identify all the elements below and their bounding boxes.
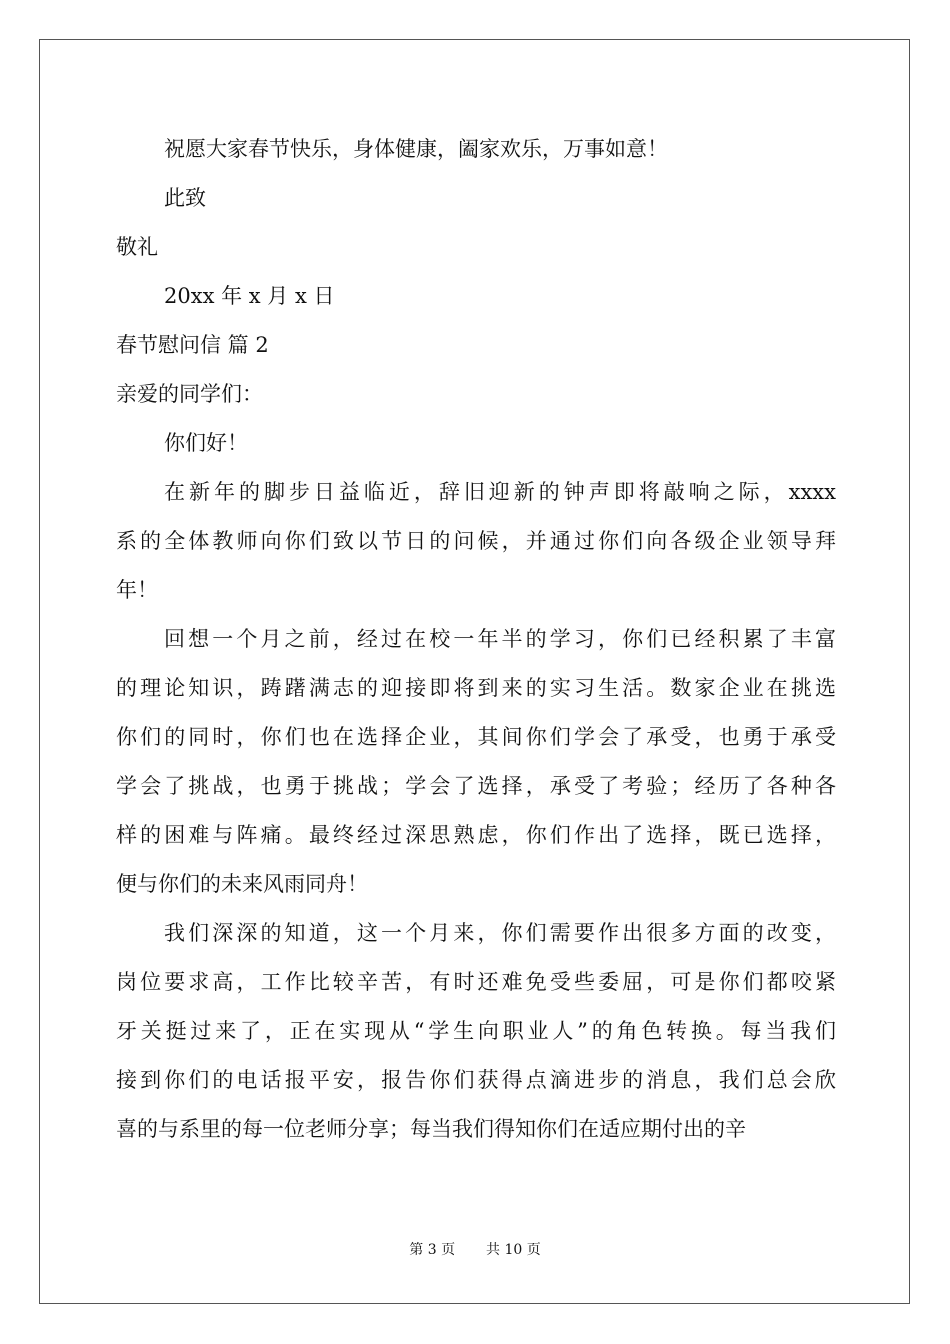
paragraph-line: 喜的与系里的每一位老师分享；每当我们得知你们在适应期付出的辛 (116, 1117, 746, 1141)
page-number: 第 3 页 (409, 1242, 456, 1258)
paragraph-line: 我们深深的知道，这一个月来，你们需要作出很多方面的改变， (164, 921, 836, 945)
text-line: 春节慰问信 篇 2 (116, 333, 269, 357)
paragraph-line: 的理论知识，踌躇满志的迎接即将到来的实习生活。数家企业在挑选 (116, 676, 836, 700)
text-line: 亲爱的同学们： (116, 382, 263, 406)
text-line: 你们好！ (164, 431, 248, 455)
paragraph-line: 接到你们的电话报平安，报告你们获得点滴进步的消息，我们总会欣 (116, 1068, 836, 1092)
text-line: 20xx 年 x 月 x 日 (164, 284, 335, 308)
paragraph (116, 468, 836, 615)
paragraph (116, 909, 836, 1154)
text-line: 敬礼 (116, 235, 158, 259)
document-body (116, 125, 836, 1154)
paragraph (116, 615, 836, 909)
text-line: 祝愿大家春节快乐，身体健康，阖家欢乐，万事如意！ (164, 137, 668, 161)
paragraph-line: 样的困难与阵痛。最终经过深思熟虑，你们作出了选择，既已选择， (116, 823, 836, 847)
paragraph-line: 牙关挺过来了，正在实现从“学生向职业人”的角色转换。每当我们 (116, 1019, 836, 1043)
paragraph-line: 你们的同时，你们也在选择企业，其间你们学会了承受，也勇于承受 (116, 725, 836, 749)
paragraph-line: 学会了挑战，也勇于挑战；学会了选择，承受了考验；经历了各种各 (116, 774, 836, 798)
text-line: 此致 (164, 186, 206, 210)
paragraph-line: 回想一个月之前，经过在校一年半的学习，你们已经积累了丰富 (164, 627, 836, 651)
paragraph-line: 系的全体教师向你们致以节日的问候，并通过你们向各级企业领导拜 (116, 529, 836, 553)
page-total: 共 10 页 (486, 1242, 541, 1258)
page-footer (0, 1240, 950, 1260)
paragraph-line: 便与你们的未来风雨同舟！ (116, 872, 368, 896)
paragraph-line: 在新年的脚步日益临近，辞旧迎新的钟声即将敲响之际，xxxx (164, 480, 836, 504)
paragraph-line: 岗位要求高，工作比较辛苦，有时还难免受些委屈，可是你们都咬紧 (116, 970, 836, 994)
paragraph-line: 年！ (116, 578, 158, 602)
